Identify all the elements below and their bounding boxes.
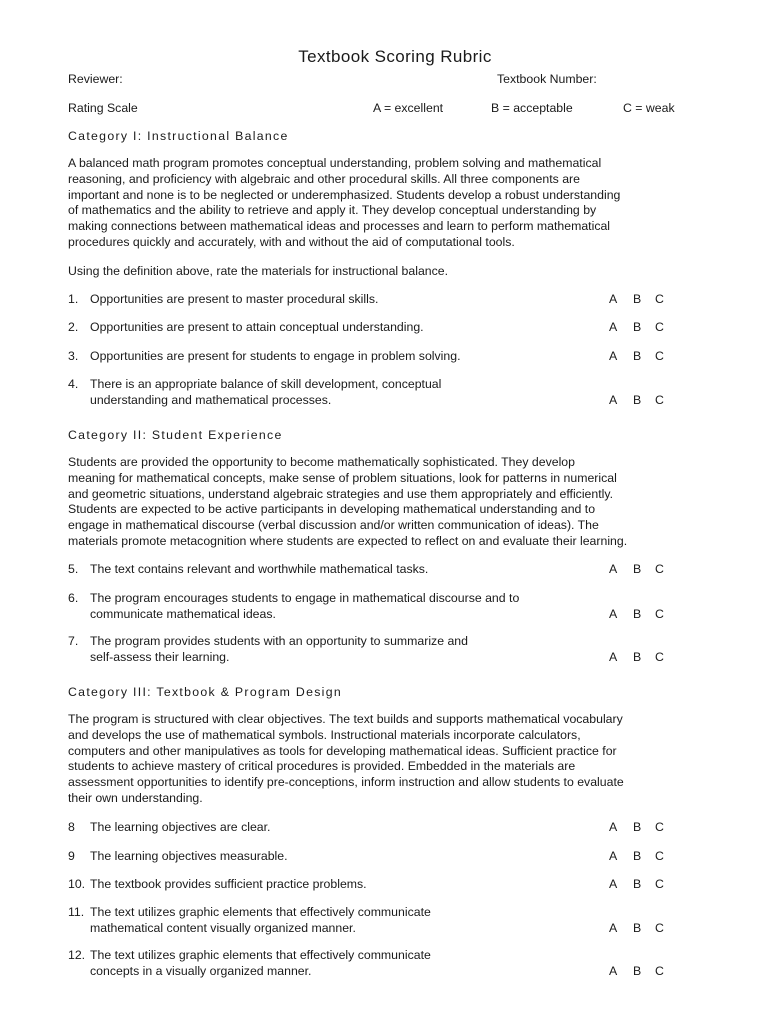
rating-b[interactable]: B [633,393,642,407]
item-number: 4. [68,377,79,391]
paragraph-line: and develops the use of mathematical symbols. Instructional materials incorporate calculators, [68,727,581,742]
paragraph-line: materials promote metacognition where students are expected to reflect on and evaluate their learning. [68,533,628,548]
rating-a[interactable]: A [609,393,618,407]
item-text: Opportunities are present for students to engage in problem solving. [90,349,461,363]
rating-a[interactable]: A [609,607,618,621]
item-number: 11. [68,905,85,919]
paragraph-line: important and none is to be neglected or underemphasized. Students develop a robust understanding [68,187,621,202]
rating-c[interactable]: C [655,877,664,891]
rating-c[interactable]: C [655,849,664,863]
rating-c[interactable]: C [655,393,664,407]
textbook-number-label: Textbook Number: [497,72,597,86]
item-text-line: communicate mathematical ideas. [90,607,276,621]
rating-c[interactable]: C [655,964,664,978]
paragraph-line: computers and other manipulatives as tools for developing mathematical ideas. Sufficient practice for [68,743,617,758]
rating-b[interactable]: B [633,820,642,834]
item-text-line: understanding and mathematical processes. [90,393,332,407]
rating-a[interactable]: A [609,292,618,306]
paragraph-line: of mathematics and the ability to retrieve and apply it. They develop conceptual understanding by [68,203,597,218]
item-number: 3. [68,349,79,363]
item-text-line: There is an appropriate balance of skill development, conceptual [90,377,442,391]
rating-a[interactable]: A [609,320,618,334]
rating-b[interactable]: B [633,292,642,306]
rating-b[interactable]: B [633,650,642,664]
item-number: 2. [68,320,79,334]
item-text: The learning objectives measurable. [90,849,288,863]
paragraph-line: Students are provided the opportunity to become mathematically sophisticated. They develop [68,455,575,469]
item-number: 12. [68,948,86,962]
paragraph-line: meaning for mathematical concepts, make sense of problem situations, look for patterns in numerical [68,470,617,485]
rating-a[interactable]: A [609,349,618,363]
rating-b[interactable]: B [633,607,642,621]
paragraph-line: Students are expected to be active participants in developing mathematical understanding and to [68,502,596,517]
rating-scale-label: Rating Scale [68,101,138,115]
item-number: 9 [68,849,75,863]
scale-b-definition: B = acceptable [491,101,573,115]
item-text-line: The text utilizes graphic elements that effectively communicate [90,948,431,962]
rating-a[interactable]: A [609,562,618,576]
category-1-heading: Category I: Instructional Balance [68,129,289,143]
item-text-line: mathematical content visually organized manner. [90,921,356,935]
paragraph-line: reasoning, and proficiency with algebraic and other procedural skills. All three components are [68,171,580,186]
paragraph-line: A balanced math program promotes conceptual understanding, problem solving and mathematical [68,156,602,170]
paragraph-line: engage in mathematical discourse (verbal discussion and/or written communication of ideas). The [68,518,599,533]
item-number: 10. [68,877,86,891]
rating-b[interactable]: B [633,349,642,363]
rating-c[interactable]: C [655,650,664,664]
page-title: Textbook Scoring Rubric [298,47,492,66]
item-text: Opportunities are present to master procedural skills. [90,292,379,306]
rating-c[interactable]: C [655,820,664,834]
category-2-description [68,455,730,550]
rating-c[interactable]: C [655,921,664,935]
item-text-line: self-assess their learning. [90,650,230,664]
paragraph-line: their own understanding. [68,790,203,805]
item-number: 6. [68,591,79,605]
rating-b[interactable]: B [633,849,642,863]
paragraph-line: The program is structured with clear objectives. The text builds and supports mathematical vocabulary [68,712,623,726]
rating-c[interactable]: C [655,562,664,576]
item-text-line: concepts in a visually organized manner. [90,964,312,978]
category-3-heading: Category III: Textbook & Program Design [68,685,342,699]
item-text: The learning objectives are clear. [90,820,271,834]
paragraph-line: students to achieve mastery of critical procedures is provided. Embedded in the materials are [68,759,576,774]
rating-a[interactable]: A [609,921,618,935]
rating-c[interactable]: C [655,607,664,621]
category-3-description [68,712,730,807]
category-2-heading: Category II: Student Experience [68,428,283,442]
item-text: Opportunities are present to attain conceptual understanding. [90,320,424,334]
scale-c-definition: C = weak [623,101,675,115]
rating-c[interactable]: C [655,292,664,306]
item-text-line: The text utilizes graphic elements that effectively communicate [90,905,431,919]
paragraph-line: making connections between mathematical ideas and processes and learn to perform mathematical [68,219,611,234]
category-1-description [68,156,730,251]
reviewer-label: Reviewer: [68,72,123,86]
rating-c[interactable]: C [655,349,664,363]
paragraph-line: and geometric situations, understand algebraic strategies and use them appropriately and efficiently. [68,486,614,501]
category-1-instruction: Using the definition above, rate the materials for instructional balance. [68,264,449,278]
rating-a[interactable]: A [609,964,618,978]
item-number: 7. [68,634,79,648]
rating-a[interactable]: A [609,820,618,834]
rating-c[interactable]: C [655,320,664,334]
item-text: The text contains relevant and worthwhile mathematical tasks. [90,562,429,576]
paragraph-line: assessment opportunities to identify pre-conceptions, inform instruction and allow students to evaluate [68,775,624,790]
item-number: 1. [68,292,79,306]
rating-b[interactable]: B [633,562,642,576]
scale-a-definition: A = excellent [373,101,444,115]
rating-b[interactable]: B [633,964,642,978]
item-text-line: The program provides students with an opportunity to summarize and [90,634,468,648]
rating-b[interactable]: B [633,877,642,891]
rating-b[interactable]: B [633,921,642,935]
item-text: The textbook provides sufficient practice problems. [90,877,367,891]
item-text-line: The program encourages students to engage in mathematical discourse and to [90,591,520,605]
rating-a[interactable]: A [609,849,618,863]
rating-a[interactable]: A [609,650,618,664]
item-number: 5. [68,562,79,576]
rating-a[interactable]: A [609,877,618,891]
rating-b[interactable]: B [633,320,642,334]
paragraph-line: procedures quickly and accurately, with and without the aid of computational tools. [68,234,515,249]
item-number: 8 [68,820,75,834]
